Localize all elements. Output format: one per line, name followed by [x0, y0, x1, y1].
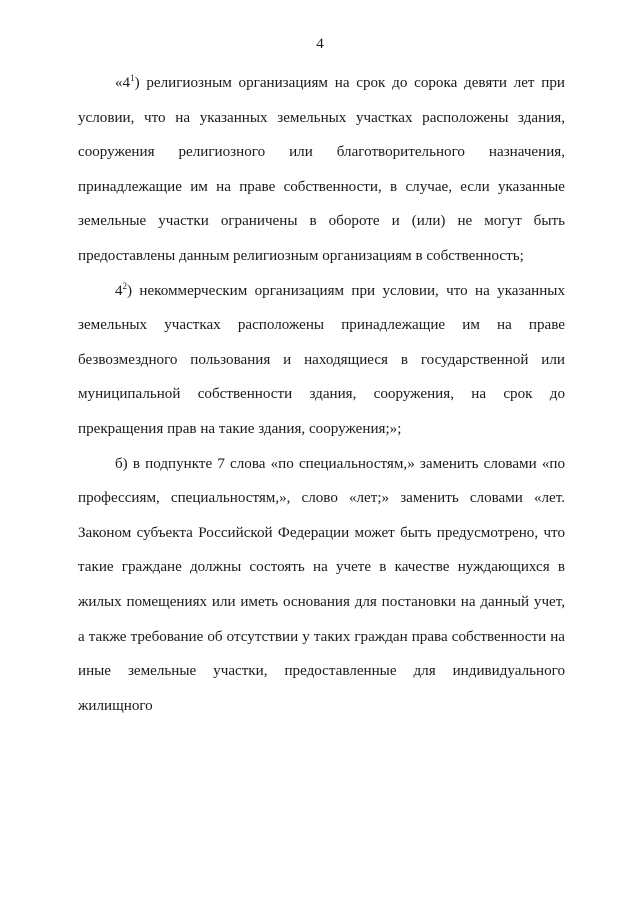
page-number: 4 — [316, 36, 324, 52]
item-number: 4 — [115, 282, 123, 299]
paragraph-subpoint-7 — [78, 447, 565, 724]
paragraph-text: б) в подпункте 7 слова «по специальностям,» заменить словами «по профессиям, специальностям,», слово «лет;» заменить словами «лет. Законом субъекта Российской Федерации может быть предусмотрено, что такие граждане должны состоять на учете в качестве нуждающихся в жилых помещениях или иметь основания для постановки на данный учет, а также требование об отсутствии у таких граждан права собственности на иные земельные участки, предоставленные для индивидуального жилищного — [78, 455, 565, 714]
paragraph-text: ) некоммерческим организациям при условии, что на указанных земельных участках расположены принадлежащие им на праве безвозмездного пользования и находящиеся в государственной или муниципальной собственности здания, сооружения, на срок до прекращения прав на такие здания, сооружения;»; — [78, 282, 565, 437]
superscript: 2 — [122, 280, 128, 291]
paragraph-nonprofit-organizations — [78, 274, 565, 447]
paragraph-religious-organizations — [78, 66, 565, 274]
paragraph-text: ) религиозным организациям на срок до сорока девяти лет при условии, что на указанных земельных участках расположены здания, сооружения религиозного или благотворительного назначения, принадлежащие им на праве собственности, в случае, если указанные земельные участки ограничены в обороте и (или) не могут быть предоставлены данным религиозным организациям в собственность; — [78, 75, 565, 264]
document-body — [78, 66, 565, 723]
superscript: 1 — [130, 73, 135, 83]
item-number: «4 — [115, 75, 131, 91]
